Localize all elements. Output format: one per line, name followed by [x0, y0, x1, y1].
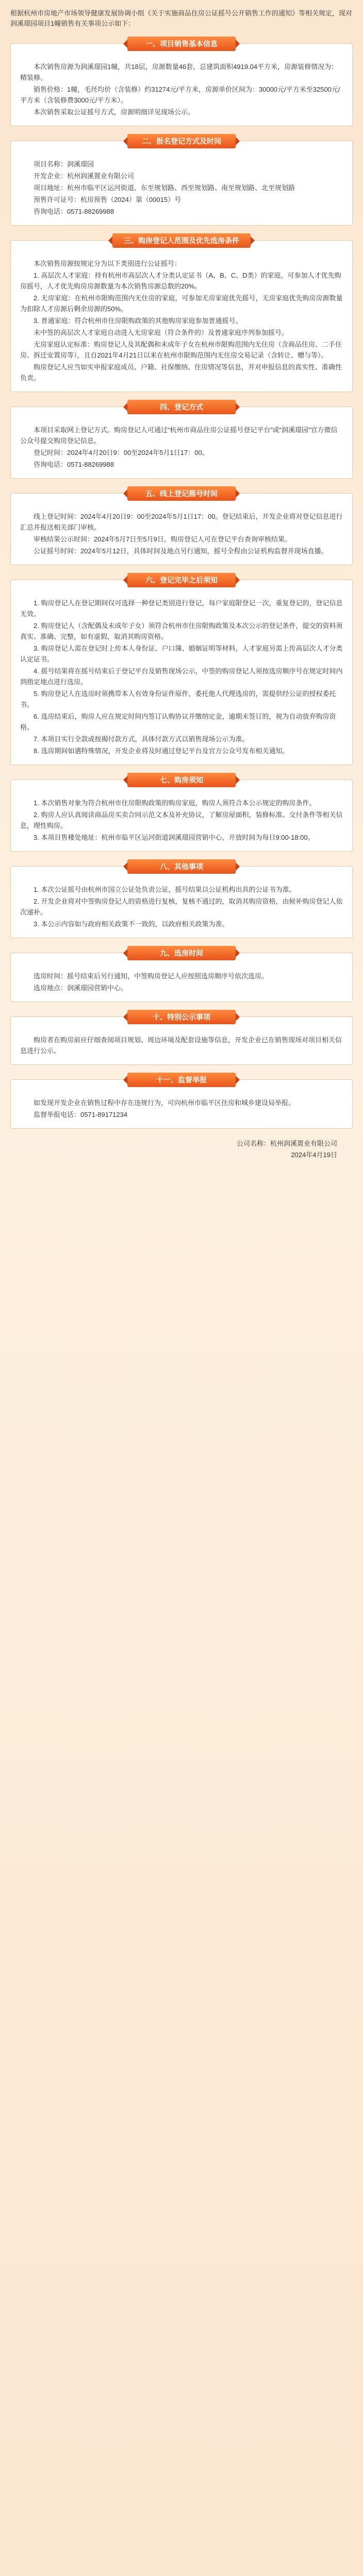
- footer: [10, 1138, 353, 1161]
- section-paragraph: 本次销售房源按规定分为以下类别进行公证摇号：: [34, 260, 182, 267]
- section-card: [10, 1076, 353, 1129]
- section-paragraph: 项目名称：润溪璟园: [34, 160, 94, 168]
- section-paragraph: 选房地点：润溪璟园营销中心。: [34, 984, 128, 992]
- section-paragraph: 本次销售房源为润溪璟园1幢，共18层，房源数量46套，总建筑面积4919.04平方米，房源装修情况为：精装修。: [20, 63, 338, 81]
- intro-paragraph: 根据杭州市房地产市场领导健康发展协调小组《关于实施商品住房公证摇号公开销售工作的通知》等相关规定，现对润溪璟园项目1幢销售有关事项公示如下：: [10, 9, 353, 27]
- section-title-banner: 三、购房登记人范围及优先选房条件: [112, 233, 251, 248]
- section-paragraph: 1. 本次公证摇号由杭州市国立公证处负责公证，摇号结果以公证机构出具的公证书为准。: [34, 886, 296, 893]
- section-paragraph: 1. 购房登记人在登记期间仅可选择一种登记类别进行登记，每户家庭限登记一次，重复登记的，登记信息无效。: [20, 599, 343, 618]
- section-title-banner: 四、登记方式: [127, 400, 236, 414]
- section-paragraph: 本项目采取网上登记方式。购房登记人可通过“杭州市商品住房公证摇号登记平台”或“润溪璟园”官方微信公众号提交购房登记信息。: [20, 426, 338, 445]
- section-paragraph: 3. 本项目售楼处地址：杭州市临平区运河街道润溪璟园营销中心，开放时间为每日9:00-18:00。: [34, 834, 315, 841]
- section-paragraph: 预售许可证号：杭房预售（2024）第（00015）号: [34, 196, 182, 204]
- section-paragraph: 1. 高层次人才家庭：持有杭州市高层次人才分类认定证书（A、B、C、D类）的家庭，可参加人才优先购房摇号，人才优先购房房源数量为本次销售房源总数的20%。: [20, 272, 341, 290]
- section-paragraph: 3. 普通家庭：符合杭州市住房限购政策的其他购房家庭参加普通摇号。: [34, 317, 242, 325]
- section-title-banner: 一、项目销售基本信息: [127, 37, 236, 51]
- section-title-banner: 八、其他事项: [127, 859, 236, 874]
- section-card: [10, 576, 353, 765]
- section-card: [10, 949, 353, 1002]
- section-paragraph: 公证摇号时间：2024年5月12日，具体时间及地点另行通知，摇号全程由公证机构监督并现场直播。: [34, 547, 328, 555]
- section-title-banner: 十、特别公示事项: [127, 1010, 236, 1024]
- section-paragraph: 如发现开发企业在销售过程中存在违规行为，可向杭州市临平区住房和城乡建设局举报。: [34, 1099, 295, 1107]
- section-paragraph: 5. 购房登记人在选房时须携带本人有效身份证件原件，委托他人代理选房的，需提供经公证的授权委托书。: [20, 690, 336, 708]
- section-paragraph: 咨询电话：0571-88269988: [34, 208, 114, 215]
- section-card: [10, 489, 353, 565]
- section-paragraph: 审核结果公示时间：2024年5月7日至5月9日，购房登记人可在登记平台查询审核结果。: [34, 535, 291, 543]
- section-paragraph: 购房者在购房前应仔细查阅项目规划、周边环境及配套设施等信息，开发企业已在销售现场对项目相关信息进行公示。: [20, 1036, 342, 1055]
- section-paragraph: 4. 摇号结果将在摇号结束后于登记平台及销售现场公示，中签的购房登记人须按选房顺序号在规定时间内到指定地点进行选房。: [20, 667, 343, 686]
- section-title-banner: 五、线上登记摇号时间: [127, 486, 236, 501]
- section-card: [10, 776, 353, 852]
- section-paragraph: 2. 无房家庭：在杭州市限购范围内无住房的家庭，可参加无房家庭优先摇号，无房家庭优先购房房源数量为扣除人才房源后剩余房源的50%。: [20, 294, 343, 313]
- section-paragraph: 销售价格：1幢，毛坯均价（含装修）约31274元/平方米，房源单价区间为：30000元/平方米至32500元/平方米（含装修费3000元/平方米）。: [20, 86, 340, 104]
- section-paragraph: 开发企业：杭州润溪置业有限公司: [34, 172, 135, 180]
- section-title-banner: 十一、监督举报: [127, 1073, 236, 1087]
- section-paragraph: 3. 本公示内容如与政府相关政策不一致的，以政府相关政策为准。: [34, 920, 229, 928]
- sections-container: [10, 40, 353, 1129]
- section-paragraph: 咨询电话：0571-88269988: [34, 461, 114, 468]
- section-paragraph: 7. 本项目实行全款或按揭付款方式，具体付款方式以销售现场公示为准。: [34, 735, 249, 743]
- section-paragraph: 项目地址：杭州市临平区运河街道、东至规划路、西至规划路、南至规划路、北至规划路: [34, 184, 295, 192]
- section-paragraph: 无房家庭认定标准：购房登记人及其配偶和未成年子女在杭州市限购范围内无住房（含商品住房、二手住房、拆迁安置房等），且自2021年4月21日以来在杭州市限购范围内无住房交易记录（含转让、赠与等）。: [20, 341, 342, 359]
- section-paragraph: 未中签的高层次人才家庭自动进入无房家庭（符合条件的）及普通家庭序列参加摇号。: [34, 329, 289, 336]
- section-card: [10, 403, 353, 479]
- section-paragraph: 线上登记时间：2024年4月20日9：00至2024年5月1日17：00。登记结束后，开发企业将对登记信息进行汇总并报送相关部门审核。: [20, 513, 343, 531]
- section-card: [10, 40, 353, 126]
- section-card: [10, 1013, 353, 1065]
- section-paragraph: 6. 选房结束后，购房人应在规定时间内签订认购协议并缴纳定金，逾期未签订的，视为自动放弃购房资格。: [20, 713, 336, 731]
- section-paragraph: 2. 购房登记人（含配偶及未成年子女）须符合杭州市住房限购政策及本次公示的登记条件，提交的资料须真实、准确、完整，如有虚假，取消其购房资格。: [20, 622, 343, 640]
- section-paragraph: 本次销售采取公证摇号方式，房源明细详见现场公示。: [34, 108, 195, 116]
- section-paragraph: 监督举报电话：0571-89171234: [34, 1111, 128, 1118]
- section-title-banner: 九、选房时间: [127, 946, 236, 960]
- section-card: [10, 236, 353, 392]
- section-paragraph: 1. 本次销售对象为符合杭州市住房限购政策的购房家庭，购房人须符合本公示规定的购房条件。: [34, 799, 316, 807]
- section-paragraph: 8. 选房期间如遇特殊情况，开发企业将及时通过登记平台及官方公众号发布相关通知。: [34, 747, 289, 755]
- section-card: [10, 862, 353, 938]
- section-card: [10, 137, 353, 226]
- section-paragraph: 3. 购房登记人需在登记时上传本人身份证、户口簿、婚姻证明等材料，人才家庭另需上传高层次人才分类认定证书。: [20, 645, 343, 663]
- section-title-banner: 六、登记完毕之后须知: [127, 573, 236, 587]
- section-paragraph: 2. 开发企业将对中签购房登记人的资格进行复核，复核不通过的，取消其购房资格，由候补购房登记人依次递补。: [20, 897, 343, 916]
- section-paragraph: 2. 购房人应认真阅读商品房买卖合同示范文本及补充协议，了解房屋面积、装修标准、交付条件等相关信息，理性购房。: [20, 811, 343, 829]
- section-title-banner: 七、购房须知: [127, 773, 236, 787]
- footer-company: 公司名称：杭州润溪置业有限公司: [236, 1140, 337, 1147]
- section-paragraph: 登记时间：2024年4月20日9：00至2024年5月1日17：00。: [34, 449, 209, 456]
- section-title-banner: 二、报名登记方式及时间: [127, 134, 236, 148]
- footer-date: 2024年4月19日: [291, 1151, 337, 1159]
- section-paragraph: 选房时间：摇号结束后另行通知，中签购房登记人应按照选房顺序号依次选房。: [34, 972, 269, 980]
- section-paragraph: 购房登记人应当如实申报家庭成员、户籍、社保缴纳、住房情况等信息，并对申报信息的真实性、准确性负责。: [20, 363, 342, 382]
